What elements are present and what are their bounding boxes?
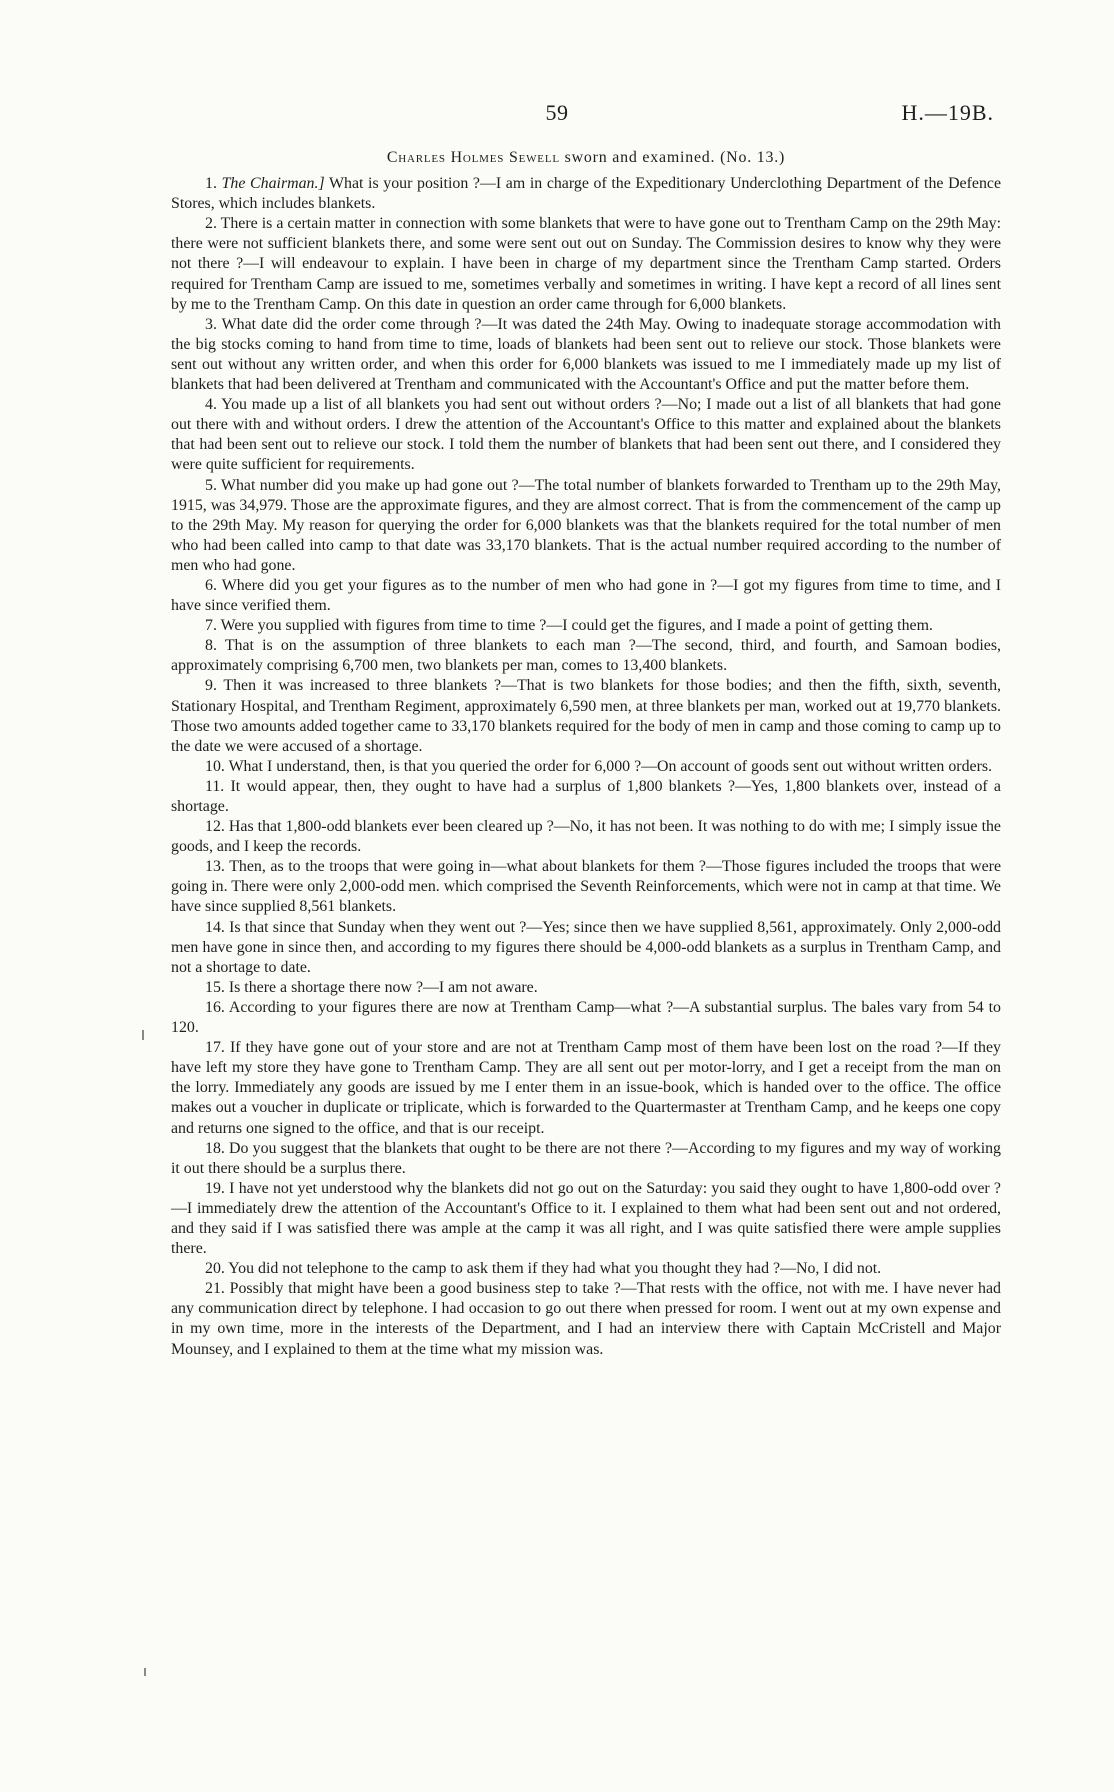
question-number: 19.: [205, 1179, 225, 1197]
question-paragraph: [171, 978, 1001, 998]
document-reference: H.—19B.: [901, 100, 994, 125]
question-number: 14.: [205, 918, 225, 936]
question-number: 7.: [205, 617, 217, 635]
question-text: According to your figures there are now at Trentham Camp—what ?—A substantial surplus. The bales vary from 54 to 120.: [171, 998, 1001, 1037]
question-number: 8.: [205, 637, 217, 655]
question-paragraph: [171, 1139, 1001, 1179]
question-paragraph: [171, 918, 1001, 978]
question-text: You did not telephone to the camp to ask them if they had what you thought they had ?—No, I did not.: [228, 1260, 882, 1278]
witness-name: Charles Holmes Sewell: [386, 149, 560, 166]
margin-mark: [142, 1030, 144, 1040]
question-number: 12.: [205, 818, 225, 836]
question-number: 1.: [205, 175, 217, 193]
question-number: 17.: [205, 1039, 225, 1057]
question-paragraph: [171, 616, 1001, 636]
question-text: It would appear, then, they ought to have had a surplus of 1,800 blankets ?—Yes, 1,800 blankets over, instead of a shortage.: [171, 777, 1001, 815]
question-number: 9.: [205, 677, 217, 695]
question-text: Where did you get your figures as to the number of men who had gone in ?—I got my figures from time to time, and I have since verified them.: [171, 576, 1001, 615]
question-paragraph: [171, 1038, 1001, 1138]
witness-heading-suffix: sworn and examined. (No. 13.): [564, 149, 786, 166]
question-text: Were you supplied with figures from time to time ?—I could get the figures, and I made a point of getting them.: [220, 617, 933, 635]
question-number: 11.: [205, 777, 225, 795]
question-number: 5.: [205, 476, 217, 494]
question-text: What I understand, then, is that you queried the order for 6,000 ?—On account of goods sent out without written orders.: [228, 757, 993, 775]
question-text: There is a certain matter in connection with some blankets that were to have gone out to Trentham Camp on the 29th May: there were not sufficient blankets there, and some were sent out out on Sunday. The Commission desires to know why they were not there ?—I will endeavour to explain. I have been in charge of my department since the Trentham Camp started. Orders required for Trentham Camp are issued to me, sometimes verbally and sometimes in writing. I have kept a record of all lines sent by me to the Trentham Camp. On this date in question an order came through for 6,000 blankets.: [171, 215, 1001, 313]
question-paragraph: [171, 476, 1001, 576]
question-number: 18.: [205, 1139, 225, 1157]
testimony-body: [171, 148, 1001, 1360]
question-number: 2.: [205, 215, 217, 233]
question-text: Is that since that Sunday when they went out ?—Yes; since then we have supplied 8,561, approximately. Only 2,000-odd men have gone in since then, and according to my figures there should be 4,000-odd blankets as a surplus in Trentham Camp, and not a shortage to date.: [171, 918, 1001, 976]
question-text: What number did you make up had gone out ?—The total number of blankets forwarded to Trentham up to the 29th May, 1915, was 34,979. Those are the approximate figures, and they are almost correct. That is from the commencement of the camp up to the 29th May. My reason for querying the order for 6,000 blankets was that the blankets required for the total number of men who had been called into camp to that date was 33,170 blankets. That is the actual number required according to the number of men who had gone.: [171, 476, 1001, 574]
question-paragraph: [171, 214, 1001, 314]
question-number: 15.: [205, 978, 225, 996]
question-paragraph: [171, 576, 1001, 616]
question-text: You made up a list of all blankets you had sent out without orders ?—No; I made out a list of all blankets that had gone out there with and without orders. I drew the attention of the Accountant's Office to this matter and explained about the blankets that had been sent out to relieve our stock. I told them the number of blankets that had been sent out there, and I considered they were quite sufficient for requirements.: [171, 396, 1001, 474]
question-paragraph: [171, 1259, 1001, 1279]
question-text: Then it was increased to three blankets ?—That is two blankets for those bodies; and then the fifth, sixth, seventh, Stationary Hospital, and Trentham Regiment, approximately 6,590 men, at three blankets per man, worked out at 19,770 blankets. Those two amounts added together came to 33,170 blankets required for the body of men in camp and those coming to camp up to the date we were accused of a shortage.: [171, 677, 1002, 755]
question-number: 20.: [205, 1260, 225, 1278]
question-number: 16.: [205, 998, 225, 1016]
question-paragraph: [171, 998, 1001, 1038]
question-text: If they have gone out of your store and are not at Trentham Camp most of them have been lost on the road ?—If they have left my store they have gone to Trentham Camp. They are all sent out per motor-lorry, and I get a receipt from the man on the lorry. Immediately any goods are issued by me I enter them in an issue-book, which is handed over to the office. The office makes out a voucher in duplicate or triplicate, which is forwarded to the Quartermaster at Trentham Camp, and he keeps one copy and returns one signed to the office, and that is our receipt.: [171, 1039, 1001, 1137]
question-paragraph: [171, 1279, 1001, 1359]
question-number: 10.: [205, 757, 225, 775]
question-text: Possibly that might have been a good business step to take ?—That rests with the office, not with me. I have never had any communication direct by telephone. I had occasion to go out there when pressed for room. I went out at my own expense and in my own time, more in the interests of the Department, and I had an interview there with Captain McCristell and Major Mounsey, and I explained to them at the time what my mission was.: [171, 1280, 1001, 1358]
question-text: That is on the assumption of three blankets to each man ?—The second, third, and fourth, and Samoan bodies, approximately comprising 6,700 men, two blankets per man, comes to 13,400 blankets.: [171, 637, 1002, 675]
question-text: Do you suggest that the blankets that ought to be there are not there ?—According to my figures and my way of working it out there should be a surplus there.: [171, 1139, 1001, 1177]
question-number: 13.: [205, 858, 225, 876]
question-paragraph: [171, 636, 1001, 676]
page-number: 59: [545, 100, 569, 125]
question-paragraph: [171, 777, 1001, 817]
witness-heading: [171, 148, 1001, 168]
question-paragraph: [171, 395, 1001, 475]
question-text: What date did the order come through ?—It was dated the 24th May. Owing to inadequate storage accommodation with the big stocks coming to hand from time to time, loads of blankets had been sent out to relieve our stock. Those blankets were sent out without any written order, and when this order for 6,000 blankets was issued to me I immediately made up my list of blankets that had been delivered at Trentham and communicated with the Accountant's Office and put the matter before them.: [171, 315, 1001, 394]
question-number: 4.: [205, 396, 217, 414]
question-text: I have not yet understood why the blankets did not go out on the Saturday: you said they ought to have 1,800-odd over ?—I immediately drew the attention of the Accountant's Office to it. I explained to them what had been sent out and not ordered, and they said if I was satisfied there was ample at the camp it was all right, and I was quite satisfied there were ample supplies there.: [171, 1179, 1001, 1258]
question-number: 3.: [205, 315, 217, 333]
question-paragraph: [171, 676, 1001, 756]
question-number: 21.: [205, 1280, 225, 1298]
question-number: 6.: [205, 576, 217, 594]
margin-mark: [144, 1668, 146, 1676]
question-paragraph: [171, 174, 1001, 214]
question-text: What is your position ?—I am in charge of the Expeditionary Underclothing Department of the Defence Stores, which includes blankets.: [171, 175, 1001, 213]
question-text: Then, as to the troops that were going in—what about blankets for them ?—Those figures included the troops that were going in. There were only 2,000-odd men. which comprised the Seventh Reinforcements, which were not in camp at that time. We have since supplied 8,561 blankets.: [171, 858, 1001, 916]
question-paragraph: [171, 1179, 1001, 1259]
question-text: Is there a shortage there now ?—I am not aware.: [228, 978, 538, 996]
question-paragraph: [171, 315, 1001, 395]
question-list: [171, 174, 1001, 1360]
question-paragraph: [171, 817, 1001, 857]
speaker-label: The Chairman.]: [221, 175, 325, 193]
question-paragraph: [171, 757, 1001, 777]
question-text: Has that 1,800-odd blankets ever been cleared up ?—No, it has not been. It was nothing to do with me; I simply issue the goods, and I keep the records.: [171, 818, 1001, 856]
question-paragraph: [171, 857, 1001, 917]
